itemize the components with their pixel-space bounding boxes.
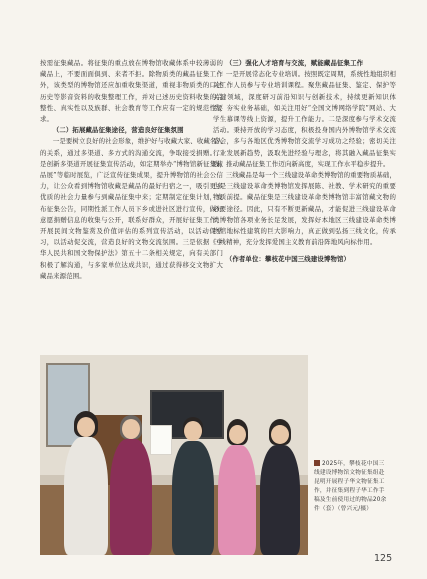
paragraph-4: 三线藏品是每一个三线建设革命类博物馆的重要物质基础，也是三线建设革命类博物馆发挥展陈、社教、学术研究的重要物质前提。藏品征集是三线建设革命类博物馆丰富馆藏文物的必要途径。因此，只有不断更新藏品，才能促进三线建设革命类博物馆各项业务长足发展，发挥好本地区三线建设革命类博物馆地标性建筑的巨大影响力，真正做到弘扬三线文化，传承三线精神，充分发挥爱国主义教育前沿阵地风向标作用。 [213, 171, 396, 247]
caption-marker-icon [314, 460, 320, 466]
person-4 [218, 445, 256, 555]
document-sheet [150, 425, 172, 455]
caption-text: 2025年，攀枝花中国三线建设博物馆文物征集组赴昆明开展程子华文物征集工作，并征集到程子华工作手稿及生前使用过的物品20余件（套）（曾兴元/摄） [314, 461, 387, 512]
section-heading-2: （二）拓展藏品征集途径，营造良好征集氛围 [52, 126, 184, 135]
photo-caption [314, 460, 389, 514]
right-column [213, 58, 396, 266]
page-number: 125 [374, 553, 393, 564]
person-5-head [271, 425, 289, 444]
author-affiliation: （作者单位：攀枝花中国三线建设博物馆） [225, 255, 351, 264]
paragraph-3: 一是开展常态化专业培训。按照既定周期，系统性地组织相关工作人员参与专业培训课程。聚焦藏品征集、鉴定、保护等关键领域，深度研习前沿知识与创新技术，持续更新知识体系，夯实业务基础，如关注用好“全国文博网络学院”网站、大学生慕课等线上资源，提升工作能力。二是深度参与学术交流活动。秉持开放的学习态度，积极投身国内外博物馆学术交流盛会，多与各地区优秀博物馆交流学习成功之经验；密切关注行业发展新趋势，汲取先进经验与理念，将其融入藏品征集实践，推动藏品征集工作迈向新高度，实现工作水平稳步提升。 [213, 70, 396, 168]
person-1 [64, 437, 108, 555]
person-3-head [184, 421, 202, 441]
section-heading-3: （三）强化人才培育与交流，赋能藏品征集工作 [225, 59, 364, 67]
person-4-head [229, 425, 246, 444]
person-1-head [77, 417, 95, 437]
person-2 [110, 439, 152, 555]
left-column [40, 58, 223, 282]
paragraph-2: 一是要树立良好的社会形象，维护好与收藏大家、收藏名人的关系，通过多渠道、多方式的沟通交流，争取接受捐赠。二是创新多渠道开展征集宣传活动，如定期举办“博物馆新征集藏品展”等临时展览，广泛宣传征集成果，提升博物馆的社会公信力，让公众看到博物馆收藏是藏品的最好归宿之一，吸引更多优质的社会力量参与到藏品征集中来；定期制定征集计划，发布征集公告，同期性派工作人员下乡或进社区进行宣传，做好意愿捐赠信息的收集与公开，联系好群众，开展好征集工作；开展民间文物鉴赏及价值评估的系列宣传活动，以活动促学习，以活动促交流，营造良好的文物交流氛围。三是依据《中华人民共和国文物保护法》第五十二条相关规定，向有关部门积极了解沟通，与多家单位达成共识，通过获得移交文物扩大藏品来源范围。 [40, 137, 223, 280]
group-photo [40, 355, 308, 555]
person-5 [260, 445, 300, 555]
person-2-head [122, 419, 140, 439]
paragraph-1: 按需征集藏品。将征集的重点放在博物馆收藏体系中较薄弱的藏品上，不要面面俱到、来者不拒。除物质类的藏品征集工作外，该类型的博物馆还应加重收集渠道，重视非物质类的口述历史等影音资料的收集整理工作，并对已述历史资料收集的完整性、真实性以及族群、社会教育等工作应有一定的规范性要求。 [40, 59, 223, 124]
person-3 [172, 441, 214, 555]
